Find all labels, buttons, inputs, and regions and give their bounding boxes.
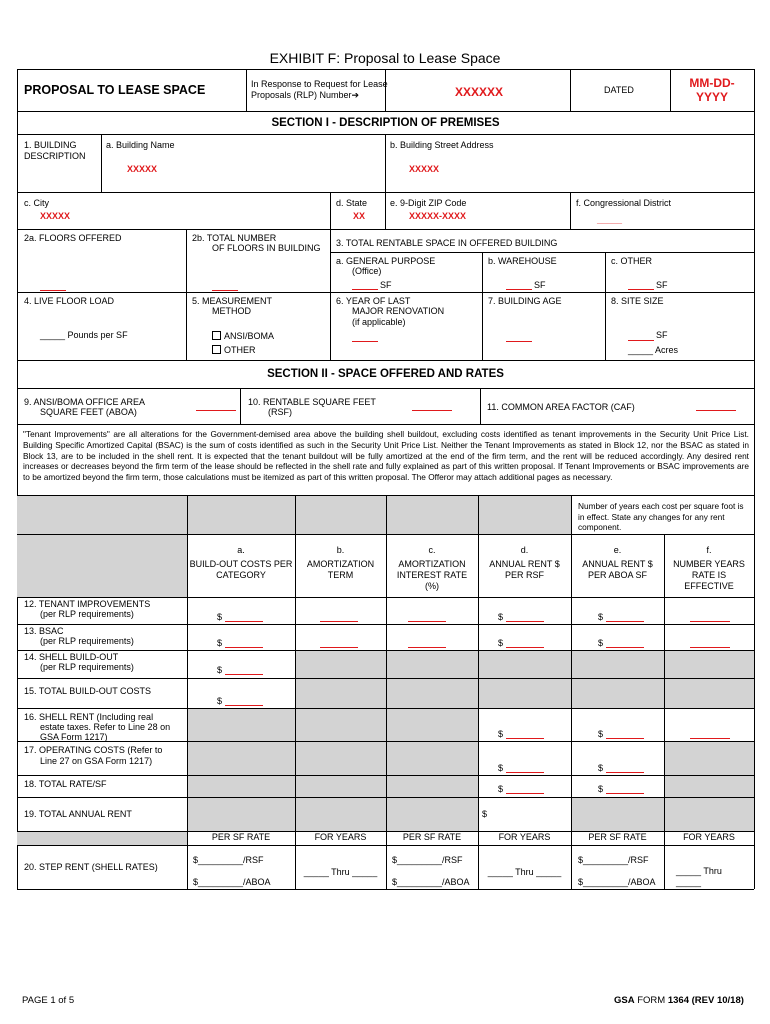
row16-2: estate taxes. Refer to Line 28 on [40, 722, 171, 732]
rlp-label-1: In Response to Request for Lease [251, 79, 388, 89]
row16-3: GSA Form 1217) [40, 732, 108, 742]
dollar-sign: $ [217, 612, 223, 622]
dated-value-1[interactable]: MM-DD- [689, 76, 735, 90]
other-option: OTHER [224, 345, 256, 355]
rlp-number-value[interactable]: XXXXXX [455, 85, 504, 99]
dollar-sign: $ [498, 729, 504, 739]
row12-1: 12. TENANT IMPROVEMENTS [24, 599, 151, 609]
city-value[interactable]: XXXXX [40, 211, 71, 221]
dollar-sign: $ [598, 612, 604, 622]
district-label: f. Congressional District [576, 198, 672, 208]
warehouse-label: b. WAREHOUSE [488, 256, 557, 266]
row12-2: (per RLP requirements) [40, 609, 134, 619]
exhibit-title: EXHIBIT F: Proposal to Lease Space [269, 50, 501, 66]
dollar-sign: $ [217, 665, 223, 675]
dollar-sign: $ [217, 696, 223, 706]
street-label: b. Building Street Address [390, 140, 494, 150]
street-value[interactable]: XXXXX [409, 164, 440, 174]
row13-1: 13. BSAC [24, 626, 64, 636]
rentable-space-label: 3. TOTAL RENTABLE SPACE IN OFFERED BUILDING [336, 238, 558, 248]
zip-label: e. 9-Digit ZIP Code [390, 198, 467, 208]
form-word: FORM [637, 995, 666, 1006]
step-rent-rsf-3[interactable]: $_________/RSF [578, 855, 649, 865]
col-d-label: ANNUAL RENT $ PER RSF [489, 559, 560, 580]
form-number-rev: 1364 (REV 10/18) [667, 995, 744, 1006]
floors-offered-label: 2a. FLOORS OFFERED [24, 233, 122, 243]
row14-2: (per RLP requirements) [40, 662, 134, 672]
form-title: PROPOSAL TO LEASE SPACE [24, 83, 206, 97]
step-rent-years-2[interactable]: _____ Thru _____ [487, 867, 562, 877]
rlp-label-2: Proposals (RLP) Number➔ [251, 90, 360, 100]
thru-label: Thru [703, 866, 722, 876]
building-desc-2: DESCRIPTION [24, 151, 86, 161]
step-rent-aboa-3[interactable]: $_________/ABOA [578, 877, 656, 887]
dollar-sign: $ [598, 729, 604, 739]
col-e-label: ANNUAL RENT $ PER ABOA SF [582, 559, 653, 580]
general-purpose-1: a. GENERAL PURPOSE [336, 256, 436, 266]
dollar-sign: $ [498, 763, 504, 773]
zip-value[interactable]: XXXXX-XXXX [409, 211, 467, 221]
acres-label: Acres [655, 345, 679, 355]
for-years-header: FOR YEARS [683, 832, 735, 842]
col-f-label: NUMBER YEARS RATE IS EFFECTIVE [673, 559, 745, 591]
dollar-sign: $ [598, 784, 604, 794]
dollar-sign: $ [498, 638, 504, 648]
live-load-label: 4. LIVE FLOOR LOAD [24, 296, 115, 306]
other-checkbox[interactable] [212, 345, 256, 356]
district-value[interactable]: _____ [597, 215, 623, 225]
general-purpose-2: (Office) [352, 266, 382, 276]
dated-label: DATED [604, 85, 634, 95]
sf-unit: SF [656, 330, 668, 340]
measurement-1: 5. MEASUREMENT [192, 296, 273, 306]
building-name-value[interactable]: XXXXX [127, 164, 158, 174]
col-c-letter: c. [428, 545, 436, 555]
dollar-sign: $ [498, 612, 504, 622]
total-floors-1: 2b. TOTAL NUMBER [192, 233, 277, 243]
page-number: PAGE 1 of 5 [22, 995, 75, 1006]
sf-unit: SF [656, 280, 668, 290]
row19: 19. TOTAL ANNUAL RENT [24, 809, 132, 819]
step-rent-rsf-2[interactable]: $_________/RSF [392, 855, 463, 865]
col-a-letter: a. [237, 545, 245, 555]
col-f-letter: f. [706, 545, 712, 555]
per-sf-rate-header: PER SF RATE [402, 832, 462, 842]
rsf-1: 10. RENTABLE SQUARE FEET [248, 397, 376, 407]
building-name-label: a. Building Name [106, 140, 175, 150]
dollar-sign: $ [482, 809, 488, 819]
step-rent-aboa-2[interactable]: $_________/ABOA [392, 877, 470, 887]
city-label: c. City [24, 198, 50, 208]
renovation-1: 6. YEAR OF LAST [336, 296, 411, 306]
row17-2: Line 27 on GSA Form 1217) [40, 756, 153, 766]
tenant-improvements-note: "Tenant Improvements" are all alterations for the Government-demised area above the building shell buildout, excluding costs identified as tenant improvements in the Security Unit Price List. Building Specific Amortized Capital (BSAC) is the sum of costs identified as such in the Security Unit Price List. Neither the Tenant Improvements as stated in Block 12, nor the BSAC as stated in Block 13, are to be included in the shell rent. It is expected that the tenant buildout will be fully amortized at the end of the firm term, and the rent will be reduced accordingly. Any desired rent increases or decreases beyond the firm term of the lease should be reflected in the shell rate and fully explained as part of this written proposal. If Tenant Improvements or BSAC improvements are to be amortized beyond the firm term, those calculations must be itemized as part of this written proposal. The Offeror may attach additional pages as necessary. [23, 429, 749, 483]
site-size-label: 8. SITE SIZE [611, 296, 664, 306]
ansi-option: ANSI/BOMA [224, 331, 275, 341]
checkbox-icon[interactable] [212, 331, 221, 340]
dollar-sign: $ [498, 784, 504, 794]
col-a-label: BUILD-OUT COSTS PER CATEGORY [189, 559, 293, 580]
section1-title: SECTION I - DESCRIPTION OF PREMISES [271, 117, 500, 129]
row17-1: 17. OPERATING COSTS (Refer to [24, 745, 163, 755]
form-prefix: GSA [614, 995, 635, 1006]
row16-1: 16. SHELL RENT (Including real [24, 712, 154, 722]
caf-label: 11. COMMON AREA FACTOR (CAF) [487, 402, 635, 412]
renovation-2: MAJOR RENOVATION [352, 306, 445, 316]
building-age-label: 7. BUILDING AGE [488, 296, 562, 306]
row13-2: (per RLP requirements) [40, 636, 134, 646]
row14-1: 14. SHELL BUILD-OUT [24, 652, 119, 662]
ansi-checkbox[interactable] [212, 331, 274, 342]
step-rent-rsf-1[interactable]: $_________/RSF [193, 855, 264, 865]
col-e-letter: e. [613, 545, 622, 555]
for-years-header: FOR YEARS [314, 832, 367, 842]
for-years-header: FOR YEARS [498, 832, 551, 842]
col-c-label: AMORTIZATION INTEREST RATE (%) [396, 559, 468, 591]
sf-unit: SF [380, 280, 392, 290]
step-rent-years-1[interactable]: _____ Thru _____ [303, 867, 378, 877]
measurement-2: METHOD [212, 306, 251, 316]
other-label: c. OTHER [611, 256, 653, 266]
state-label: d. State [336, 198, 368, 208]
section2-title: SECTION II - SPACE OFFERED AND RATES [267, 368, 504, 380]
total-floors-2: OF FLOORS IN BUILDING [212, 243, 321, 253]
dollar-sign: $ [598, 763, 604, 773]
rsf-2: (RSF) [268, 407, 292, 417]
form-number [614, 995, 744, 1006]
col-b-label: AMORTIZATION TERM [306, 559, 375, 580]
live-load-value[interactable]: _____ Pounds per SF [40, 330, 128, 340]
aboa-1: 9. ANSI/BOMA OFFICE AREA [24, 397, 146, 407]
sf-unit: SF [534, 280, 546, 290]
dollar-sign: $ [217, 638, 223, 648]
col-d-letter: d. [520, 545, 529, 555]
state-value[interactable]: XX [353, 211, 366, 221]
aboa-2: SQUARE FEET (ABOA) [40, 407, 137, 417]
row15: 15. TOTAL BUILD-OUT COSTS [24, 686, 152, 696]
step-rent-aboa-1[interactable]: $_________/ABOA [193, 877, 271, 887]
checkbox-icon[interactable] [212, 345, 221, 354]
renovation-3: (if applicable) [352, 317, 406, 327]
row20: 20. STEP RENT (SHELL RATES) [24, 862, 158, 872]
per-sf-rate-header: PER SF RATE [211, 832, 271, 842]
years-note: Number of years each cost per square foot is in effect. State any changes for any rent component. [578, 501, 744, 532]
dated-value-2[interactable]: YYYY [695, 90, 728, 104]
col-b-letter: b. [336, 545, 345, 555]
per-sf-rate-header: PER SF RATE [588, 832, 647, 842]
dollar-sign: $ [598, 638, 604, 648]
row18: 18. TOTAL RATE/SF [24, 779, 107, 789]
building-desc-1: 1. BUILDING [24, 140, 77, 150]
